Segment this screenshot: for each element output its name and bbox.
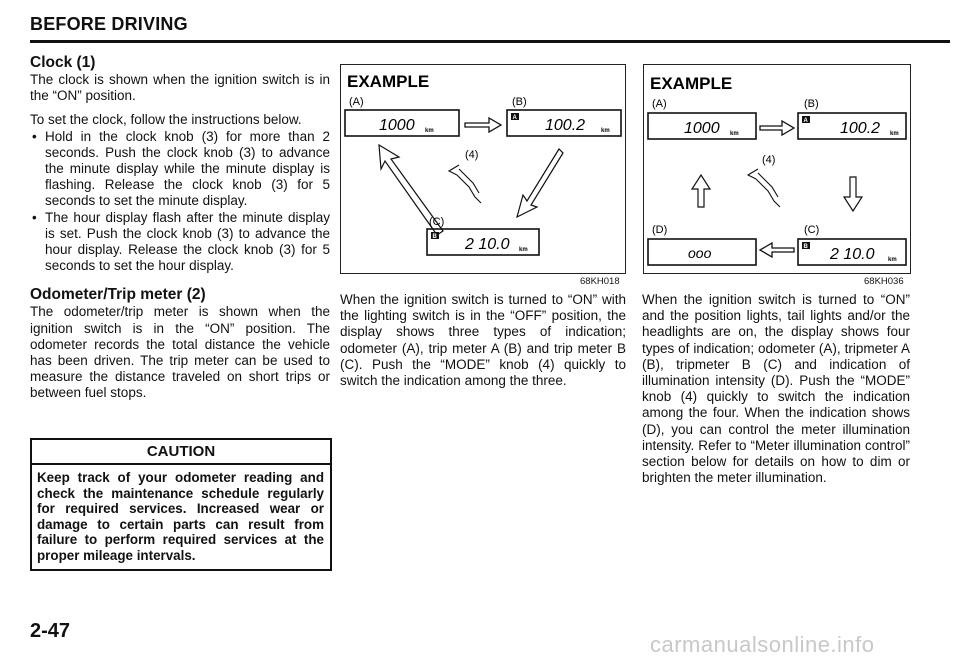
fig1-code: 68KH018 — [580, 276, 620, 287]
fig2-code: 68KH036 — [864, 276, 904, 287]
figure2-description: When the ignition switch is turned to “ON” and the position lights, tail lights and/or the headlights are on, the display shows four types of indication; odometer (A), tripmeter A (B), tripmeter B (C) and indication of illumination intensity (D). Push the “MODE” knob (4) quickly to switch the indication among the four. When the indication shows (D), you can control the meter illumination intensity. Refer to “Meter illumination control” section below for details on how to dim or brighten the meter illumination. — [642, 292, 910, 486]
example-figure-2 — [643, 64, 911, 274]
odometer-heading: Odometer/Trip meter (2) — [30, 286, 206, 304]
fig1-unit-c: km — [519, 247, 528, 253]
fig1-badge-b-text: B — [432, 234, 437, 240]
fig1-display-b-value: 100.2 — [545, 117, 586, 134]
fig2-label-c: (C) — [804, 224, 820, 236]
fig1-display-c-value: 2 10.0 — [465, 236, 510, 253]
fig1-display-a-value: 1000 — [379, 117, 415, 134]
hand-pointer-icon — [748, 169, 780, 207]
fig2-knob-label: (4) — [762, 154, 776, 166]
fig2-display-c-value: 2 10.0 — [830, 246, 875, 263]
page-header: BEFORE DRIVING — [30, 14, 188, 34]
left-arrow-icon — [760, 243, 794, 257]
odometer-body: The odometer/trip meter is shown when the ignition switch is in the “ON” position. The odometer records the total distance the vehicle has been driven. The trip meter can be used to measure the distance traveled on short trips or between fuel stops. — [30, 304, 330, 401]
fig2-label-b: (B) — [804, 98, 819, 110]
hand-pointer-icon — [449, 165, 481, 203]
clock-step: • The hour display flash after the minute display is set. Push the clock knob (3) to advance the hour display. Release the clock knob (3) for 5 seconds to set the hour display. — [30, 210, 330, 275]
fig2-title: EXAMPLE — [650, 74, 733, 93]
clock-setting: To set the clock, follow the instructions below. — [30, 112, 302, 128]
fig2-display-b-value: 100.2 — [840, 120, 881, 137]
fig2-label-a: (A) — [652, 98, 667, 110]
right-arrow-icon — [760, 121, 794, 135]
watermark: carmanualsonline.info — [650, 632, 875, 657]
clock-steps — [30, 129, 330, 275]
arrow-up-icon — [692, 175, 710, 207]
caution-title: CAUTION — [32, 440, 330, 465]
fig2-badge-a-text: A — [803, 118, 808, 124]
fig1-label-b: (B) — [512, 96, 527, 108]
header-rule — [30, 40, 950, 43]
example-figure-1 — [340, 64, 626, 274]
fig2-unit-a: km — [730, 131, 739, 137]
fig1-label-a: (A) — [349, 96, 364, 108]
right-arrow-icon — [465, 118, 501, 132]
fig2-display-a-value: 1000 — [684, 120, 720, 137]
fig1-title: EXAMPLE — [347, 72, 430, 91]
fig1-label-c: (C) — [429, 216, 445, 228]
display-diagram-2 — [644, 65, 910, 273]
left-column — [30, 54, 330, 402]
fig2-label-d: (D) — [652, 224, 668, 236]
fig2-unit-c: km — [888, 257, 897, 263]
fig2-display-d-value: ooo — [688, 245, 712, 261]
figure1-description: When the ignition switch is turned to “ON” with the lighting switch is in the “OFF” position, the display shows three types of indication; odometer (A), trip meter A (B) and trip meter B (C). Push the “MODE” knob (4) quickly to switch the indication among the three. — [340, 292, 626, 389]
clock-step: • Hold in the clock knob (3) for more than 2 seconds. Push the clock knob (3) to advance the minute display while the minute display is flashing. Release the clock knob (3) for 5 seconds to set the minute display. — [30, 129, 330, 210]
fig2-badge-b-text: B — [803, 244, 808, 250]
page-number: 2-47 — [30, 620, 71, 642]
clock-intro: The clock is shown when the ignition switch is in the “ON” position. — [30, 72, 330, 104]
fig1-unit-a: km — [425, 128, 434, 134]
fig2-unit-b: km — [890, 131, 899, 137]
caution-box — [30, 438, 332, 571]
fig1-badge-a-text: A — [512, 115, 517, 121]
caution-body: Keep track of your odometer reading and check the maintenance schedule regularly for required services. Increased wear or damage to certain parts can result from failure to perform required services at the proper mileage intervals. — [37, 470, 324, 563]
fig1-unit-b: km — [601, 128, 610, 134]
arrow-down-icon — [844, 177, 862, 211]
arrow-down-left-icon — [517, 149, 563, 217]
clock-heading: Clock (1) — [30, 54, 96, 71]
fig1-knob-label: (4) — [465, 149, 479, 161]
display-diagram-1 — [341, 65, 625, 273]
